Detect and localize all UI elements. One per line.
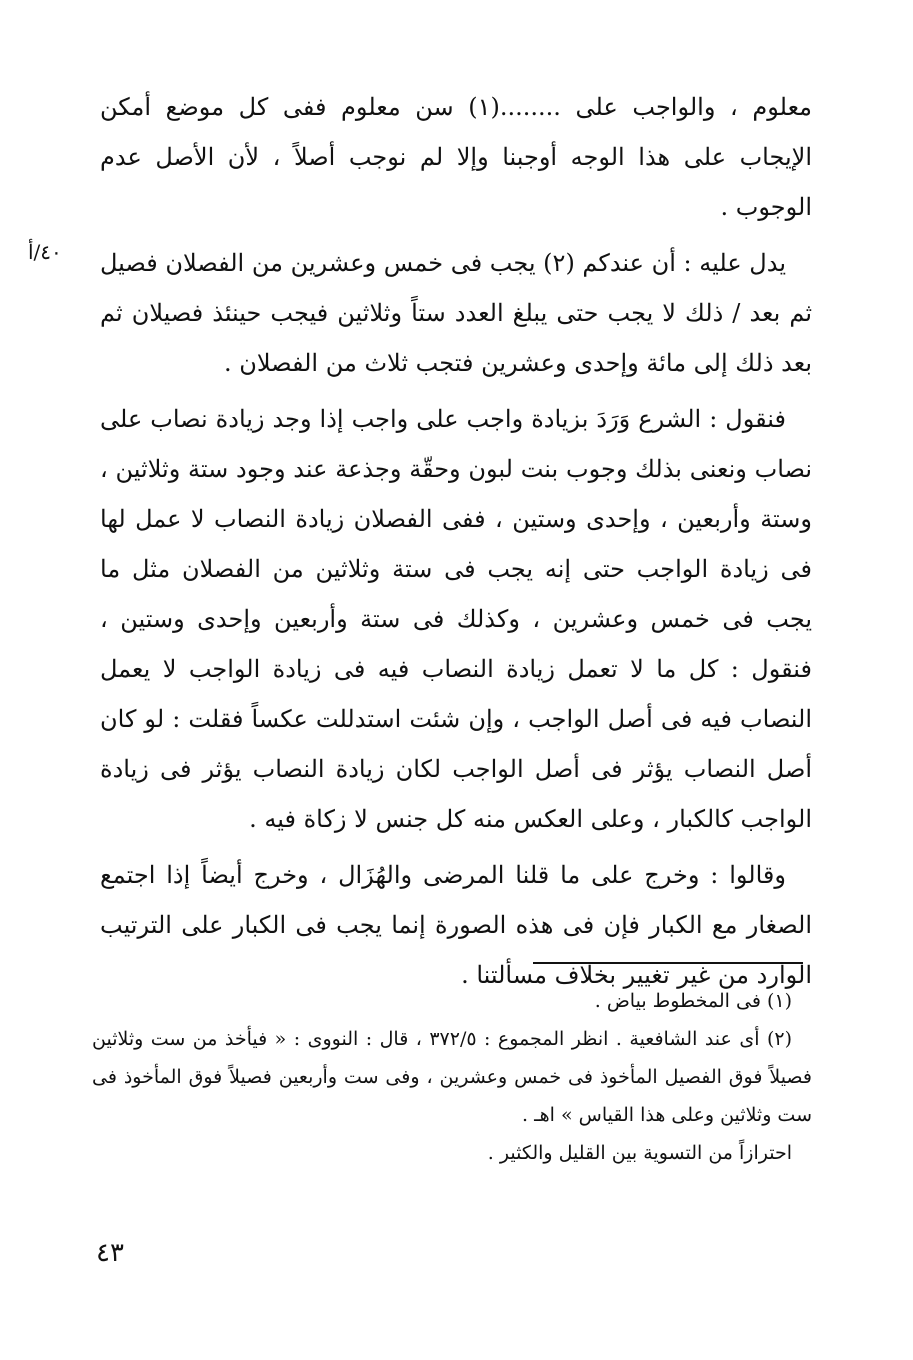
paragraph-3: فنقول : الشرع وَرَدَ بزيادة واجب على واجب إذا وجد زيادة نصاب على نصاب ونعنى بذلك وجوب بنت لبون وحقّة وجذعة عند وجود ستة وثلاثين ، وستة وأربعين ، وإحدى وستين ، ففى الفصلان زيادة النصاب لا عمل لها فى زيادة الواجب حتى إنه يجب فى ستة وثلاثين من الفصلان مثل ما يجب فى خمس وعشرين ، وكذلك فى ستة وأربعين وإحدى وستين ، فنقول : كل ما لا تعمل زيادة النصاب فيه فى زيادة الواجب لا يعمل النصاب فيه فى أصل الواجب ، وإن شئت استدللت عكساً فقلت : لو كان أصل النصاب يؤثر فى أصل الواجب لكان زيادة النصاب يؤثر فى زيادة الواجب كالكبار ، وعلى العكس منه كل جنس لا زكاة فيه . bbox=[100, 405, 812, 833]
footnotes bbox=[92, 982, 812, 1172]
manuscript-folio-marker: ٤٠/أ bbox=[28, 240, 62, 264]
footnote-separator bbox=[533, 962, 803, 964]
page-number: ٤٣ bbox=[96, 1238, 124, 1268]
footnote-3: احترازاً من التسوية بين القليل والكثير . bbox=[487, 1142, 792, 1164]
paragraph-2: يدل عليه : أن عندكم (٢) يجب فى خمس وعشرين من الفصلان فصيل ثم بعد / ذلك لا يجب حتى يبلغ العدد ستاً وثلاثين فيجب حينئذ فصيلان ثم بعد ذلك إلى مائة وإحدى وعشرين فتجب ثلاث من الفصلان . bbox=[100, 249, 812, 377]
footnote-1: (١) فى المخطوط بياض . bbox=[594, 990, 792, 1012]
paragraph-1: معلوم ، والواجب على ........(١) سن معلوم ففى كل موضع أمكن الإيجاب على هذا الوجه أوجبنا وإلا لم نوجب أصلاً ، لأن الأصل عدم الوجوب . bbox=[100, 93, 813, 221]
paragraph-4: وقالوا : وخرج على ما قلنا المرضى والهُزَال ، وخرج أيضاً إذا اجتمع الصغار مع الكبار فإن فى هذه الصورة إنما يجب فى الكبار على الترتيب الوارد من غير تغيير بخلاف مسألتنا . bbox=[100, 861, 812, 989]
footnote-2: (٢) أى عند الشافعية . انظر المجموع : ٣٧٢/٥ ، قال : النووى : « فيأخذ من ست وثلاثين فصيلاً فوق الفصيل المأخوذ فى خمس وعشرين ، وفى ست وأربعين فصيلاً فوق المأخوذ فى ست وثلاثين وعلى هذا القياس » اهـ . bbox=[92, 1028, 812, 1126]
main-text bbox=[100, 82, 812, 1006]
